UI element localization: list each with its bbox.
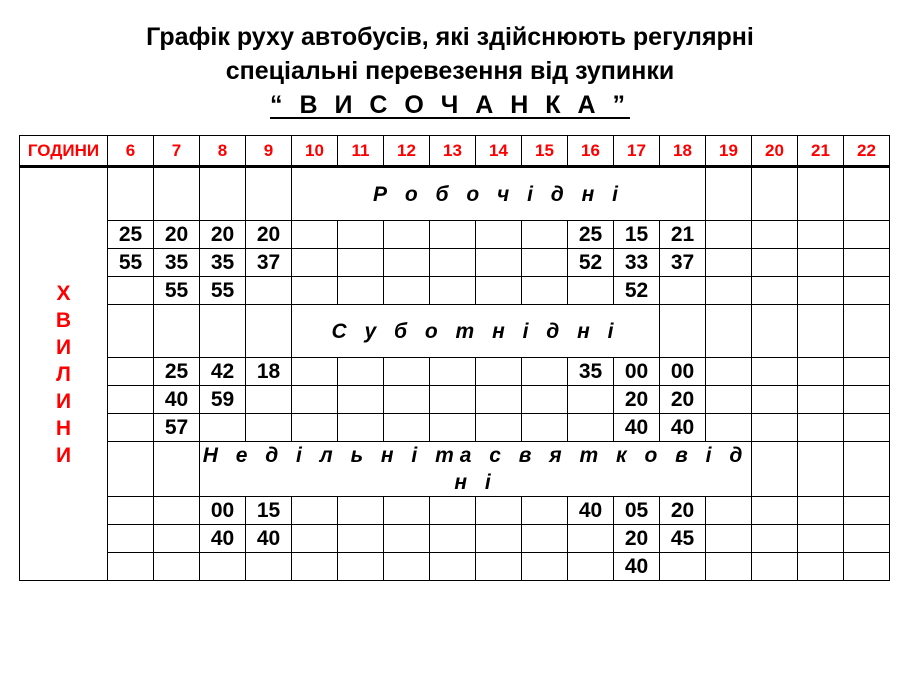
hour-header-cell: 19 <box>706 136 752 167</box>
empty-cell <box>752 497 798 525</box>
empty-cell <box>384 553 430 581</box>
empty-cell <box>752 221 798 249</box>
empty-cell <box>798 497 844 525</box>
empty-cell <box>844 386 890 414</box>
hour-header-cell: 17 <box>614 136 660 167</box>
minutes-row <box>20 249 890 277</box>
empty-cell <box>568 414 614 442</box>
minutes-row <box>20 525 890 553</box>
section-title-saturday: С у б о т н і д н і <box>292 305 660 358</box>
empty-cell <box>384 277 430 305</box>
empty-cell <box>798 358 844 386</box>
empty-cell <box>246 277 292 305</box>
departure-minute-cell: 40 <box>614 553 660 581</box>
empty-cell <box>338 553 384 581</box>
empty-cell <box>200 553 246 581</box>
empty-cell <box>154 553 200 581</box>
bus-schedule-table <box>19 135 890 581</box>
departure-minute-cell: 20 <box>614 386 660 414</box>
empty-cell <box>384 358 430 386</box>
departure-minute-cell: 40 <box>154 386 200 414</box>
departure-minute-cell: 45 <box>660 525 706 553</box>
hour-header-cell: 20 <box>752 136 798 167</box>
empty-cell <box>430 414 476 442</box>
departure-minute-cell: 35 <box>200 249 246 277</box>
section-row-sunday <box>20 442 890 497</box>
empty-cell <box>522 414 568 442</box>
departure-minute-cell: 35 <box>154 249 200 277</box>
departure-minute-cell: 00 <box>200 497 246 525</box>
empty-cell <box>706 358 752 386</box>
empty-cell <box>338 525 384 553</box>
departure-minute-cell: 00 <box>660 358 706 386</box>
empty-cell <box>384 386 430 414</box>
empty-cell <box>706 167 752 221</box>
minutes-side-label <box>20 167 108 581</box>
empty-cell <box>476 414 522 442</box>
empty-cell <box>522 277 568 305</box>
hour-header-cell: 10 <box>292 136 338 167</box>
departure-minute-cell: 52 <box>614 277 660 305</box>
hours-header-label: ГОДИНИ <box>20 136 108 167</box>
empty-cell <box>798 249 844 277</box>
empty-cell <box>844 553 890 581</box>
hour-header-cell: 8 <box>200 136 246 167</box>
empty-cell <box>752 442 798 497</box>
empty-cell <box>476 277 522 305</box>
empty-cell <box>798 305 844 358</box>
empty-cell <box>752 167 798 221</box>
empty-cell <box>108 497 154 525</box>
empty-cell <box>108 553 154 581</box>
empty-cell <box>292 386 338 414</box>
empty-cell <box>108 167 154 221</box>
empty-cell <box>706 277 752 305</box>
empty-cell <box>752 553 798 581</box>
empty-cell <box>200 305 246 358</box>
empty-cell <box>476 553 522 581</box>
empty-cell <box>338 497 384 525</box>
empty-cell <box>430 386 476 414</box>
empty-cell <box>108 358 154 386</box>
departure-minute-cell: 40 <box>660 414 706 442</box>
empty-cell <box>706 497 752 525</box>
empty-cell <box>706 525 752 553</box>
hour-header-cell: 14 <box>476 136 522 167</box>
bus-stop-name <box>0 90 900 120</box>
departure-minute-cell: 40 <box>200 525 246 553</box>
departure-minute-cell: 20 <box>246 221 292 249</box>
departure-minute-cell: 20 <box>154 221 200 249</box>
schedule-title-line2: спеціальні перевезення від зупинки <box>225 57 675 85</box>
empty-cell <box>476 525 522 553</box>
section-title-sunday: Н е д і л ь н і та с в я т к о в і д н і <box>200 442 752 497</box>
empty-cell <box>752 386 798 414</box>
departure-minute-cell: 40 <box>614 414 660 442</box>
minutes-row <box>20 221 890 249</box>
empty-cell <box>430 525 476 553</box>
empty-cell <box>798 277 844 305</box>
empty-cell <box>798 553 844 581</box>
empty-cell <box>430 221 476 249</box>
departure-minute-cell: 20 <box>660 386 706 414</box>
minutes-label-letter: Л <box>56 362 71 386</box>
minutes-row <box>20 277 890 305</box>
empty-cell <box>430 497 476 525</box>
empty-cell <box>568 525 614 553</box>
minutes-row <box>20 414 890 442</box>
departure-minute-cell: 52 <box>568 249 614 277</box>
empty-cell <box>338 221 384 249</box>
empty-cell <box>798 525 844 553</box>
departure-minute-cell: 59 <box>200 386 246 414</box>
empty-cell <box>844 305 890 358</box>
empty-cell <box>292 497 338 525</box>
section-title-weekdays: Р о б о ч і д н і <box>292 167 706 221</box>
empty-cell <box>568 277 614 305</box>
empty-cell <box>798 442 844 497</box>
departure-minute-cell: 00 <box>614 358 660 386</box>
departure-minute-cell: 21 <box>660 221 706 249</box>
departure-minute-cell: 15 <box>614 221 660 249</box>
departure-minute-cell: 20 <box>614 525 660 553</box>
departure-minute-cell: 05 <box>614 497 660 525</box>
hour-header-cell: 11 <box>338 136 384 167</box>
minutes-row <box>20 553 890 581</box>
empty-cell <box>844 497 890 525</box>
empty-cell <box>798 386 844 414</box>
minutes-row <box>20 497 890 525</box>
empty-cell <box>430 553 476 581</box>
empty-cell <box>292 249 338 277</box>
hour-header-cell: 15 <box>522 136 568 167</box>
empty-cell <box>384 414 430 442</box>
empty-cell <box>292 553 338 581</box>
empty-cell <box>844 442 890 497</box>
empty-cell <box>476 358 522 386</box>
departure-minute-cell: 55 <box>200 277 246 305</box>
empty-cell <box>568 386 614 414</box>
hour-header-cell: 22 <box>844 136 890 167</box>
empty-cell <box>338 414 384 442</box>
empty-cell <box>706 414 752 442</box>
departure-minute-cell: 25 <box>568 221 614 249</box>
departure-minute-cell: 37 <box>660 249 706 277</box>
empty-cell <box>522 358 568 386</box>
empty-cell <box>246 386 292 414</box>
empty-cell <box>706 221 752 249</box>
minutes-label-letter: И <box>55 335 72 359</box>
empty-cell <box>844 221 890 249</box>
empty-cell <box>246 414 292 442</box>
empty-cell <box>154 525 200 553</box>
departure-minute-cell: 55 <box>154 277 200 305</box>
empty-cell <box>246 553 292 581</box>
empty-cell <box>292 414 338 442</box>
empty-cell <box>154 497 200 525</box>
empty-cell <box>154 305 200 358</box>
empty-cell <box>706 386 752 414</box>
empty-cell <box>706 305 752 358</box>
empty-cell <box>522 553 568 581</box>
empty-cell <box>338 277 384 305</box>
empty-cell <box>706 249 752 277</box>
empty-cell <box>798 167 844 221</box>
minutes-label-letter: В <box>55 308 72 332</box>
empty-cell <box>660 553 706 581</box>
departure-minute-cell: 57 <box>154 414 200 442</box>
empty-cell <box>844 525 890 553</box>
empty-cell <box>338 249 384 277</box>
hour-header-cell: 13 <box>430 136 476 167</box>
empty-cell <box>844 414 890 442</box>
empty-cell <box>154 167 200 221</box>
hour-header-cell: 21 <box>798 136 844 167</box>
section-row-saturday <box>20 305 890 358</box>
empty-cell <box>706 553 752 581</box>
empty-cell <box>338 386 384 414</box>
empty-cell <box>292 358 338 386</box>
empty-cell <box>844 167 890 221</box>
bus-stop-name-text: “ В И С О Ч А Н К А ” <box>270 91 630 119</box>
empty-cell <box>108 414 154 442</box>
empty-cell <box>292 525 338 553</box>
schedule-title-line1: Графік руху автобусів, які здійснюють регулярні <box>146 23 754 51</box>
hour-header-cell: 9 <box>246 136 292 167</box>
departure-minute-cell: 18 <box>246 358 292 386</box>
hour-header-cell: 6 <box>108 136 154 167</box>
empty-cell <box>384 249 430 277</box>
empty-cell <box>246 305 292 358</box>
empty-cell <box>752 414 798 442</box>
minutes-label-letter: И <box>55 443 72 467</box>
empty-cell <box>384 497 430 525</box>
empty-cell <box>430 358 476 386</box>
hour-header-cell: 16 <box>568 136 614 167</box>
empty-cell <box>522 249 568 277</box>
minutes-row <box>20 358 890 386</box>
empty-cell <box>108 277 154 305</box>
departure-minute-cell: 20 <box>660 497 706 525</box>
empty-cell <box>752 525 798 553</box>
minutes-row <box>20 386 890 414</box>
empty-cell <box>154 442 200 497</box>
empty-cell <box>844 277 890 305</box>
departure-minute-cell: 37 <box>246 249 292 277</box>
empty-cell <box>752 358 798 386</box>
departure-minute-cell: 55 <box>108 249 154 277</box>
empty-cell <box>522 525 568 553</box>
departure-minute-cell: 35 <box>568 358 614 386</box>
empty-cell <box>246 167 292 221</box>
empty-cell <box>430 249 476 277</box>
minutes-label-letter: И <box>55 389 72 413</box>
empty-cell <box>522 221 568 249</box>
empty-cell <box>384 525 430 553</box>
empty-cell <box>476 249 522 277</box>
empty-cell <box>522 386 568 414</box>
empty-cell <box>292 277 338 305</box>
empty-cell <box>522 497 568 525</box>
empty-cell <box>798 414 844 442</box>
empty-cell <box>844 358 890 386</box>
empty-cell <box>430 277 476 305</box>
minutes-label-letter: Х <box>56 281 71 305</box>
section-row-weekdays <box>20 167 890 221</box>
departure-minute-cell: 25 <box>154 358 200 386</box>
hour-header-cell: 12 <box>384 136 430 167</box>
departure-minute-cell: 42 <box>200 358 246 386</box>
empty-cell <box>476 497 522 525</box>
minutes-label-letter: Н <box>55 416 72 440</box>
departure-minute-cell: 33 <box>614 249 660 277</box>
empty-cell <box>752 249 798 277</box>
empty-cell <box>476 386 522 414</box>
departure-minute-cell: 25 <box>108 221 154 249</box>
empty-cell <box>384 221 430 249</box>
empty-cell <box>108 386 154 414</box>
empty-cell <box>338 358 384 386</box>
empty-cell <box>798 221 844 249</box>
empty-cell <box>108 442 154 497</box>
empty-cell <box>844 249 890 277</box>
departure-minute-cell: 20 <box>200 221 246 249</box>
empty-cell <box>200 414 246 442</box>
empty-cell <box>200 167 246 221</box>
hour-header-cell: 7 <box>154 136 200 167</box>
empty-cell <box>108 525 154 553</box>
empty-cell <box>660 277 706 305</box>
hours-header-row <box>20 136 890 167</box>
departure-minute-cell: 40 <box>246 525 292 553</box>
empty-cell <box>752 305 798 358</box>
empty-cell <box>752 277 798 305</box>
hour-header-cell: 18 <box>660 136 706 167</box>
departure-minute-cell: 40 <box>568 497 614 525</box>
empty-cell <box>568 553 614 581</box>
departure-minute-cell: 15 <box>246 497 292 525</box>
empty-cell <box>292 221 338 249</box>
empty-cell <box>108 305 154 358</box>
empty-cell <box>476 221 522 249</box>
empty-cell <box>660 305 706 358</box>
